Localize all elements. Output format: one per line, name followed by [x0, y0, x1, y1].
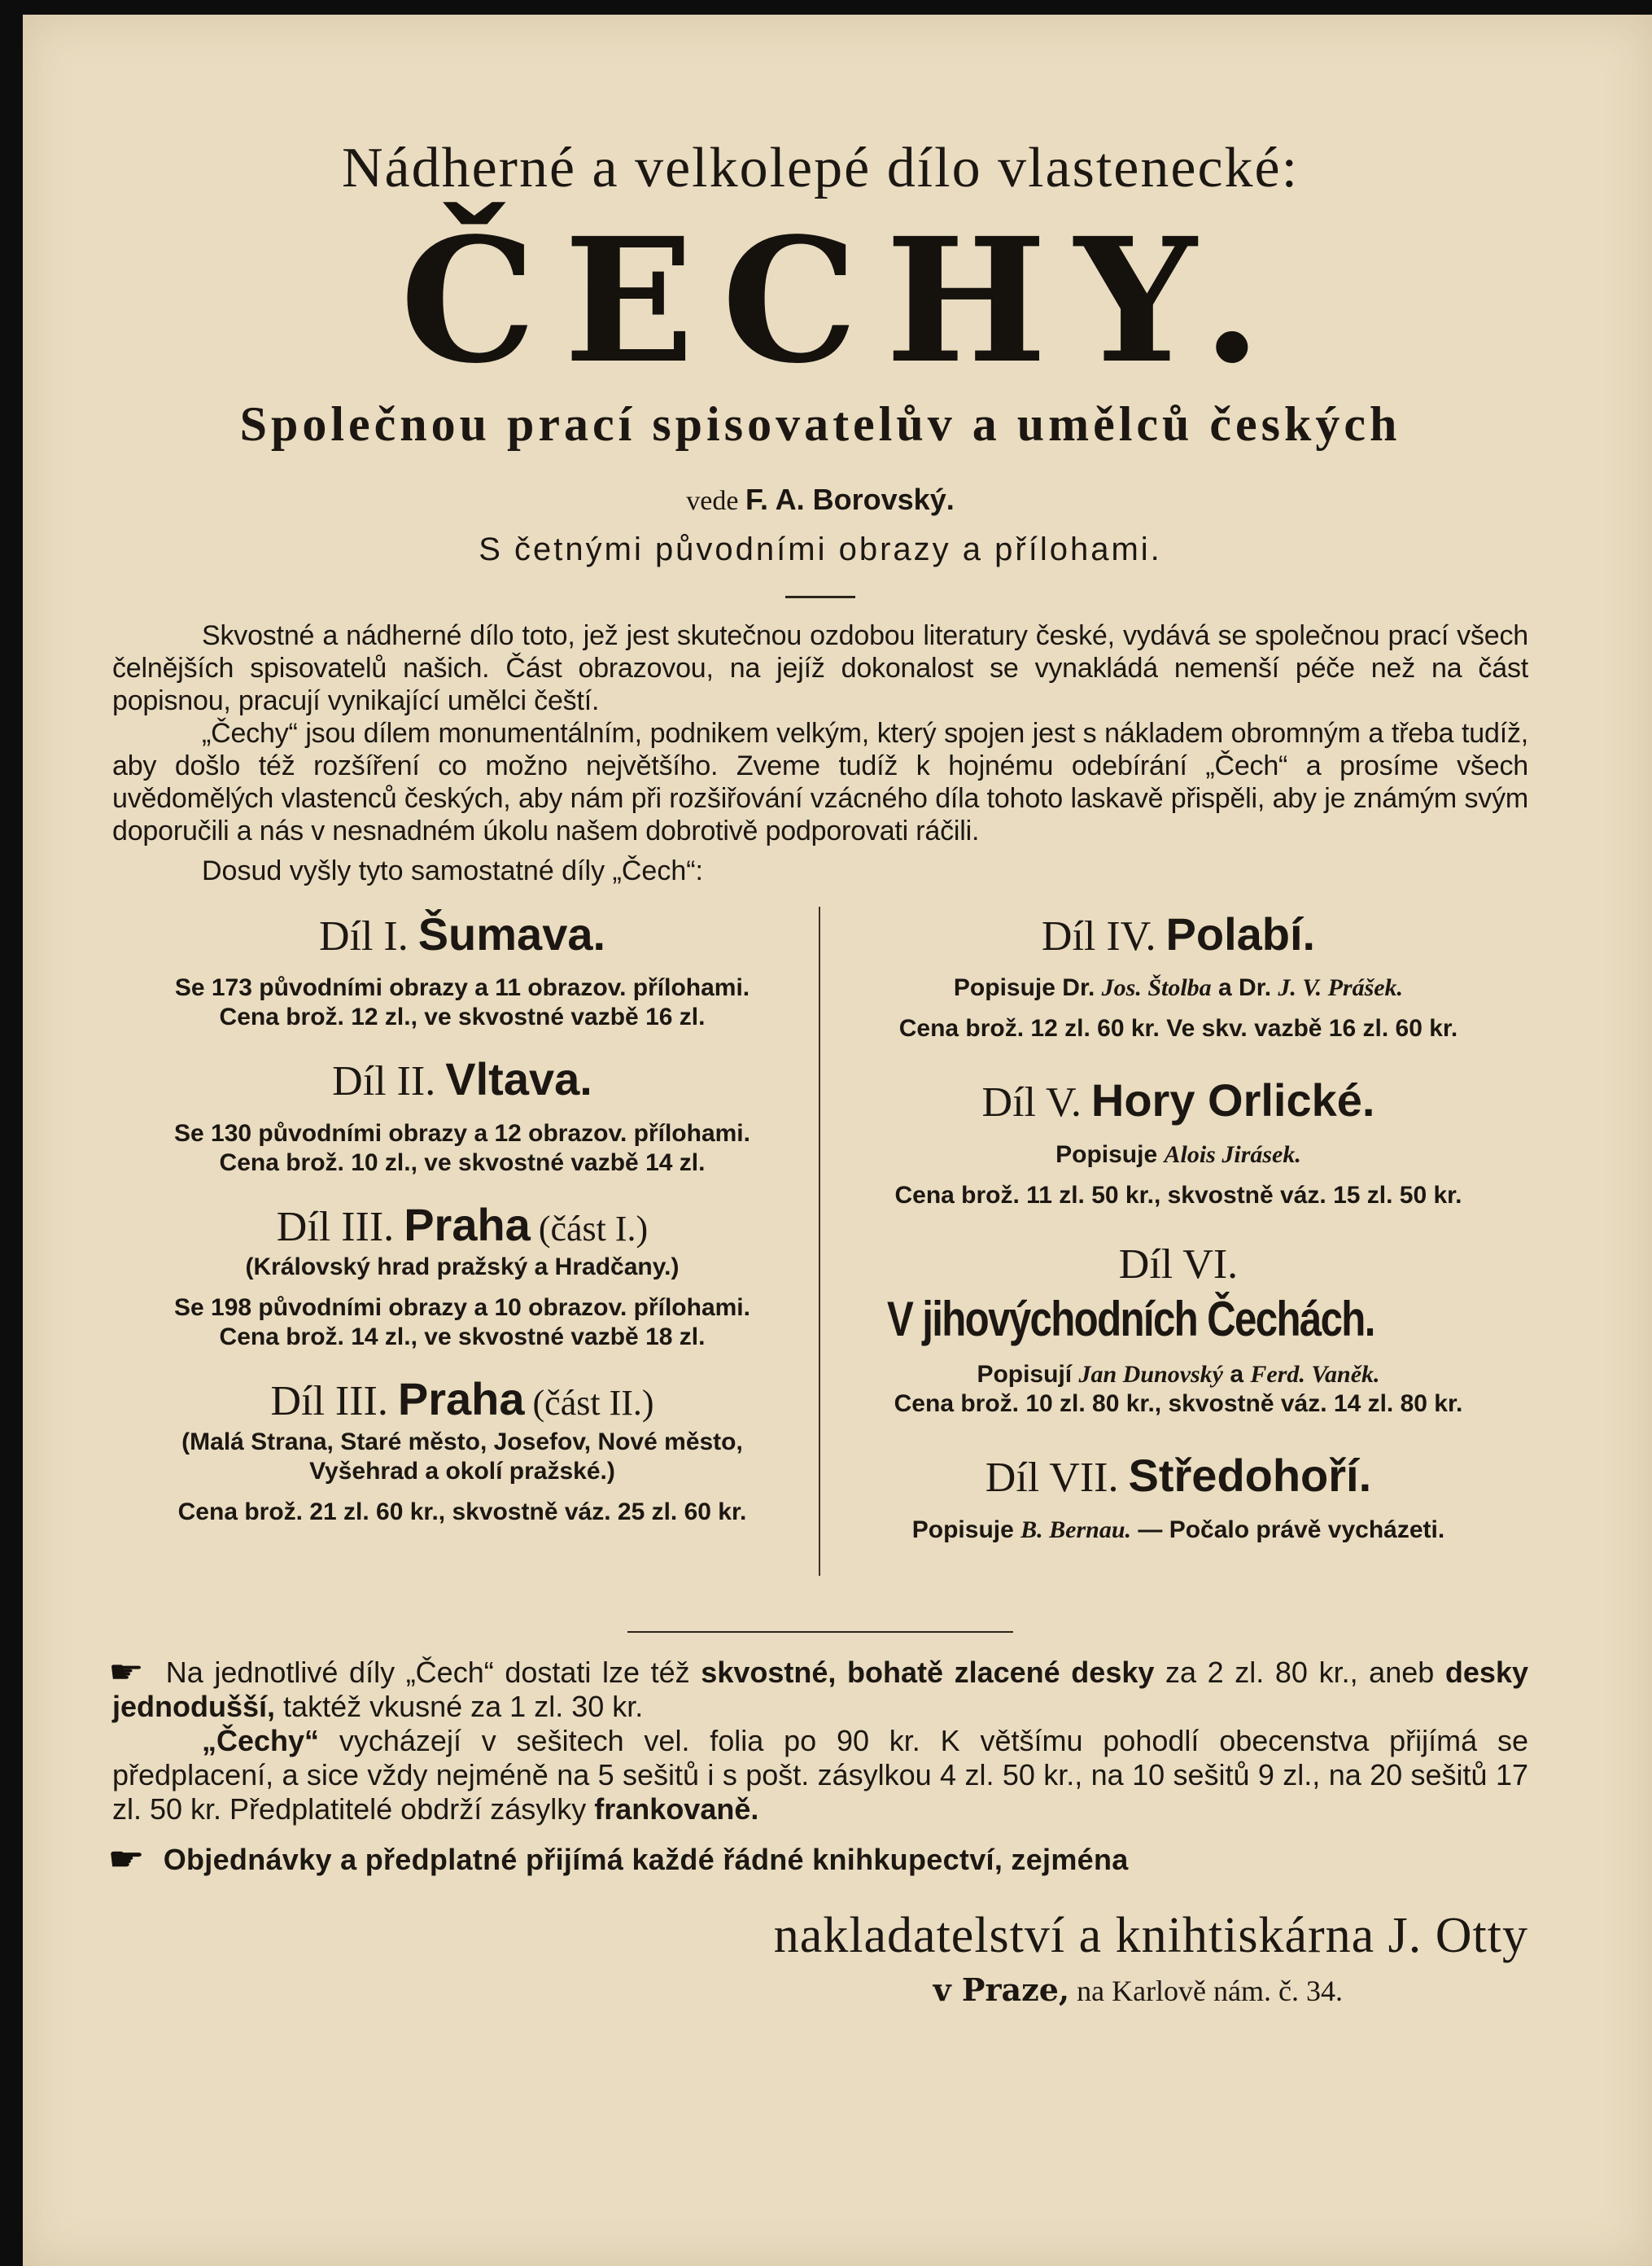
publisher-city: v Praze,	[933, 1971, 1070, 2008]
desky-emphasis: skvostné, bohatě zlacené desky	[701, 1656, 1155, 1689]
volume-heading	[112, 1197, 812, 1253]
volume-name: Praha	[404, 1198, 531, 1250]
sesity-title: „Čechy“	[202, 1724, 320, 1757]
volume-number: Díl V.	[981, 1079, 1082, 1126]
volume-price: Cena brož. 21 zl. 60 kr., skvostně váz. 25 zl. 60 kr.	[177, 1498, 747, 1525]
desky-text: Na jednotlivé díly „Čech“ dostati lze též	[165, 1656, 690, 1689]
volume-part: (část II.)	[532, 1383, 654, 1424]
volumes-left	[112, 907, 812, 1527]
volume-heading	[828, 907, 1528, 962]
volume-number: Díl II.	[332, 1058, 436, 1105]
volume-heading	[828, 1240, 1528, 1349]
volume-details: Se 173 původními obrazy a 11 obrazov. přílohami.	[174, 974, 750, 1002]
desky-emphasis: desky jednodušší,	[112, 1656, 1528, 1723]
volume-price: Cena brož. 12 zl., ve skvostné vazbě 16 zl.	[219, 1004, 706, 1031]
author-mid: a Dr.	[1218, 974, 1272, 1002]
volume-note: (Královský hrad pražský a Hradčany.)	[245, 1253, 680, 1281]
editor-line	[112, 483, 1528, 517]
author-name: B. Bernau.	[1020, 1516, 1132, 1543]
column-divider	[819, 907, 820, 1576]
author-name: J. V. Prášek.	[1278, 974, 1404, 1002]
volume-details: Se 198 původními obrazy a 10 obrazov. přílohami.	[174, 1294, 750, 1322]
volume-name: Středohoří.	[1128, 1450, 1372, 1502]
desky-paragraph	[107, 1656, 1528, 1724]
volume-number: Díl VII.	[985, 1455, 1119, 1502]
order-line	[107, 1841, 1528, 1878]
volume-price: Cena brož. 12 zl. 60 kr. Ve skv. vazbě 16 zl. 60 kr.	[898, 1015, 1458, 1043]
sesity-paragraph	[112, 1724, 1528, 1826]
volume-number: Díl III.	[270, 1378, 388, 1425]
volume-price: Cena brož. 11 zl. 50 kr., skvostně váz. 15 zl. 50 kr.	[894, 1181, 1462, 1209]
divider-line	[627, 1631, 1013, 1633]
volume-price: Cena brož. 10 zl. 80 kr., skvostně váz. 14 zl. 80 kr.	[894, 1390, 1463, 1418]
desky-text: taktéž vkusné za 1 zl. 30 kr.	[283, 1690, 644, 1723]
author-prefix: Popisuje Dr.	[953, 974, 1095, 1002]
volume-name: Polabí.	[1165, 908, 1316, 960]
volume-price: Cena brož. 10 zl., ve skvostné vazbě 14 zl.	[219, 1148, 706, 1176]
volumes-columns	[112, 907, 1528, 1608]
author-suffix: — Počalo právě vycházeti.	[1138, 1516, 1445, 1543]
editor-name: F. A. Borovský.	[745, 483, 955, 516]
publisher-address	[112, 1971, 1528, 2008]
volume-name: Šumava.	[417, 908, 606, 960]
author-prefix: Popisuje	[1055, 1140, 1158, 1168]
volume-heading	[112, 1371, 812, 1427]
volume-note: (Malá Strana, Staré město, Josefov, Nové město,	[181, 1428, 743, 1455]
pointing-hand-icon: ☛	[107, 1843, 145, 1877]
sesity-emphasis: frankovaně.	[594, 1792, 759, 1826]
publisher-name: nakladatelství a knihtiskárna J. Otty	[773, 1908, 1528, 1963]
author-name: Jan Dunovský	[1078, 1361, 1223, 1389]
volume-number: Díl I.	[318, 913, 409, 960]
pointing-hand-icon: ☛	[107, 1656, 145, 1690]
author-prefix: Popisují	[977, 1361, 1073, 1389]
volumes-right	[828, 907, 1528, 1545]
title-cechy: ČECHY.	[400, 200, 1290, 401]
volume-name: Praha	[397, 1373, 525, 1425]
advertisement	[107, 112, 1528, 2008]
subtitle: Společnou prací spisovatelův a umělců českých	[239, 397, 1401, 451]
desky-text: za 2 zl. 80 kr., aneb	[1165, 1656, 1435, 1689]
volume-number: Díl VI.	[1118, 1240, 1239, 1288]
sesity-text: vycházejí v sešitech vel. folia po 90 kr. K většímu pohodlí obecenstva přijímá se předplacení, a sice vždy nejméně na 5 sešitů i s pošt. zásylkou 4 zl. 50 kr., na 10 sešitů 9 zl., na 20 sešitů 17 zl. 50 kr. Předplatitelé obdrží zásylky	[112, 1724, 1528, 1826]
volume-name: Hory Orlické.	[1090, 1074, 1375, 1126]
author-name: Ferd. Vaněk.	[1250, 1361, 1380, 1389]
volume-author	[828, 1140, 1528, 1170]
volume-heading	[112, 907, 812, 962]
volume-author	[828, 1516, 1528, 1545]
volume-author	[828, 1360, 1528, 1389]
order-text: Objednávky a předplatné přijímá každé řádné knihkupectví, zejména	[163, 1843, 1129, 1876]
page	[23, 15, 1652, 2266]
intro-paragraph-1: Skvostné a nádherné dílo toto, jež jest skutečnou ozdobou literatury české, vydává se společnou prací všech čelnějších spisovatelů našich. Část obrazovou, na jejíž dokonalost se vynakládá nemenší péče než na část popisnou, pracují vynikající umělci čeští.	[112, 620, 1528, 716]
volume-number: Díl III.	[276, 1203, 395, 1250]
vede-prefix: vede	[686, 486, 739, 516]
volume-heading	[828, 1448, 1528, 1503]
volume-name: V jihovýchodních Čechách.	[886, 1292, 1374, 1347]
author-name: Alois Jirásek.	[1164, 1140, 1301, 1168]
author-name: Jos. Štolba	[1101, 974, 1212, 1002]
volume-heading	[112, 1052, 812, 1107]
author-mid: a	[1230, 1361, 1244, 1389]
author-prefix: Popisuje	[911, 1516, 1014, 1543]
illustrations-line: S četnými původními obrazy a přílohami.	[479, 532, 1162, 567]
volume-part: (část I.)	[538, 1208, 649, 1249]
publisher-street: na Karlově nám. č. 34.	[1077, 1975, 1343, 2007]
volume-price: Cena brož. 14 zl., ve skvostné vazbě 18 zl.	[219, 1323, 706, 1351]
volume-author	[828, 973, 1528, 1003]
volume-details: Se 130 původními obrazy a 12 obrazov. přílohami.	[174, 1119, 750, 1147]
top-line: Nádherné a velkolepé dílo vlastenecké:	[341, 137, 1300, 199]
divider-dash	[785, 596, 855, 598]
volume-name: Vltava.	[445, 1053, 592, 1105]
volume-number: Díl IV.	[1041, 913, 1156, 960]
volumes-lead: Dosud vyšly tyto samostatné díly „Čech“:	[202, 855, 704, 886]
volume-heading	[828, 1073, 1528, 1128]
intro-paragraph-2: „Čechy“ jsou dílem monumentálním, podnikem velkým, který spojen jest s nákladem obromným a třeba tudíž, aby došlo též rozšíření co možno největšího. Zveme tudíž k hojnému odebírání „Čech“ a prosíme všech uvědomělých vlastenců českých, aby nám při rozšiřování vzácného díla tohoto laskavě přispěli, aby je známým svým doporučili a nás v nesnadném úkolu našem dobrotivě podporovati ráčili.	[112, 718, 1528, 846]
volume-note: Vyšehrad a okolí pražské.)	[309, 1457, 615, 1485]
